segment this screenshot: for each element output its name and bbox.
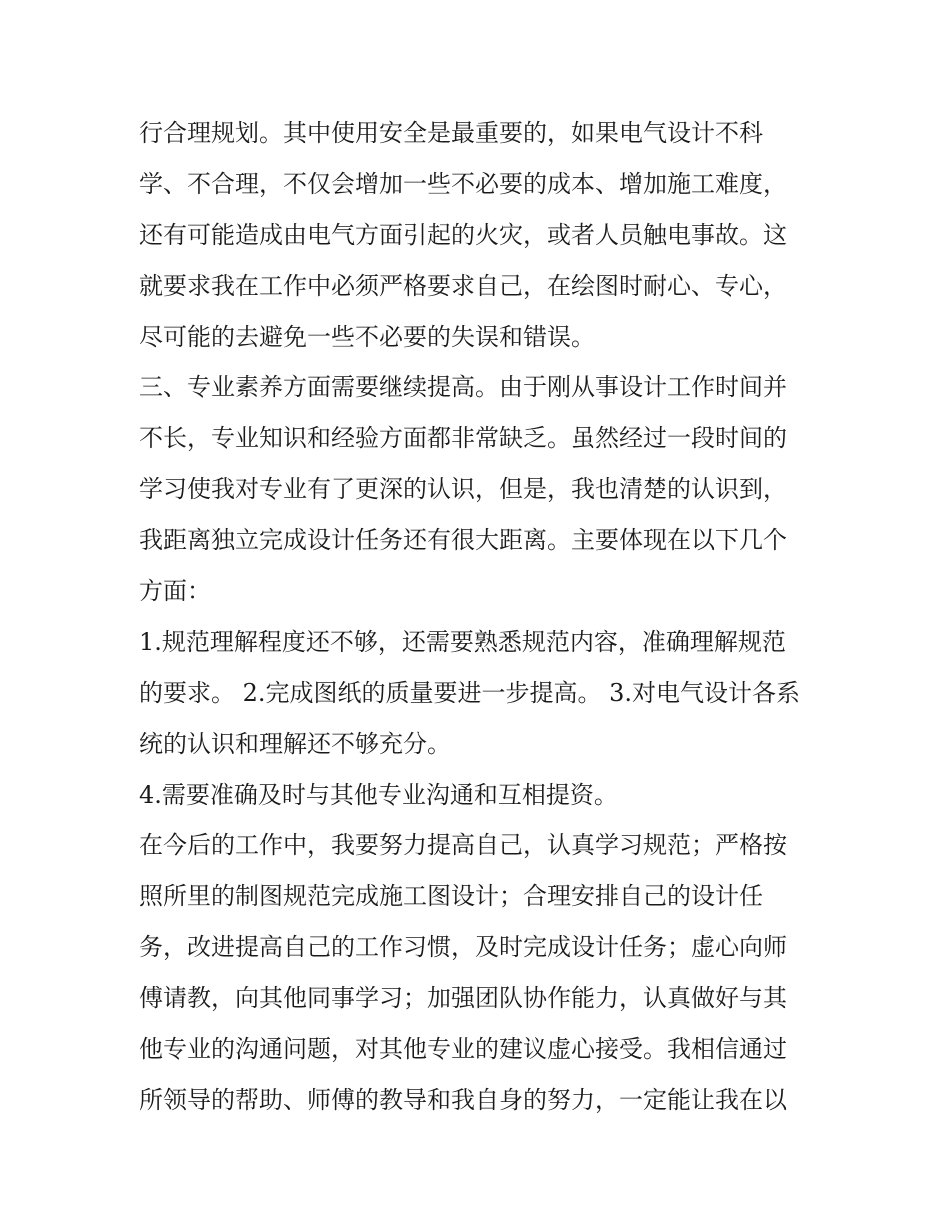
text-line: 照所里的制图规范完成施工图设计；合理安排自己的设计任: [139, 882, 763, 911]
text-line: 在今后的工作中，我要努力提高自己，认真学习规范；严格按: [139, 831, 787, 860]
list-item-line: 的要求。 2.完成图纸的质量要进一步提高。 3.对电气设计各系: [139, 678, 801, 707]
section-heading-line: 三、专业素养方面需要继续提高。由于刚从事设计工作时间并: [139, 373, 787, 402]
body-text: [139, 108, 819, 1126]
text-line: 他专业的沟通问题，对其他专业的建议虚心接受。我相信通过: [139, 1035, 787, 1064]
list-item-line: 1.规范理解程度还不够，还需要熟悉规范内容，准确理解规范: [139, 627, 786, 656]
text-line: 还有可能造成由电气方面引起的火灾，或者人员触电事故。这: [139, 220, 787, 249]
list-item-line: 统的认识和理解还不够充分。: [139, 729, 451, 758]
text-line: 务，改进提高自己的工作习惯，及时完成设计任务；虚心向师: [139, 933, 787, 962]
text-line: 不长，专业知识和经验方面都非常缺乏。虽然经过一段时间的: [139, 424, 787, 453]
text-line: 尽可能的去避免一些不必要的失误和错误。: [139, 322, 595, 351]
text-line: 方面：: [139, 577, 211, 606]
text-line: 学、不合理，不仅会增加一些不必要的成本、增加施工难度，: [139, 169, 787, 198]
text-line: 所领导的帮助、师傅的教导和我自身的努力，一定能让我在以: [139, 1085, 787, 1114]
list-item-line: 4.需要准确及时与其他专业沟通和互相提资。: [139, 780, 618, 809]
text-line: 行合理规划。其中使用安全是最重要的，如果电气设计不科: [139, 119, 763, 147]
text-line: 就要求我在工作中必须严格要求自己，在绘图时耐心、专心，: [139, 271, 787, 300]
text-line: 我距离独立完成设计任务还有很大距离。主要体现在以下几个: [139, 526, 787, 555]
text-line: 傅请教，向其他同事学习；加强团队协作能力，认真做好与其: [139, 984, 787, 1013]
text-line: 学习使我对专业有了更深的认识，但是，我也清楚的认识到，: [139, 475, 787, 504]
